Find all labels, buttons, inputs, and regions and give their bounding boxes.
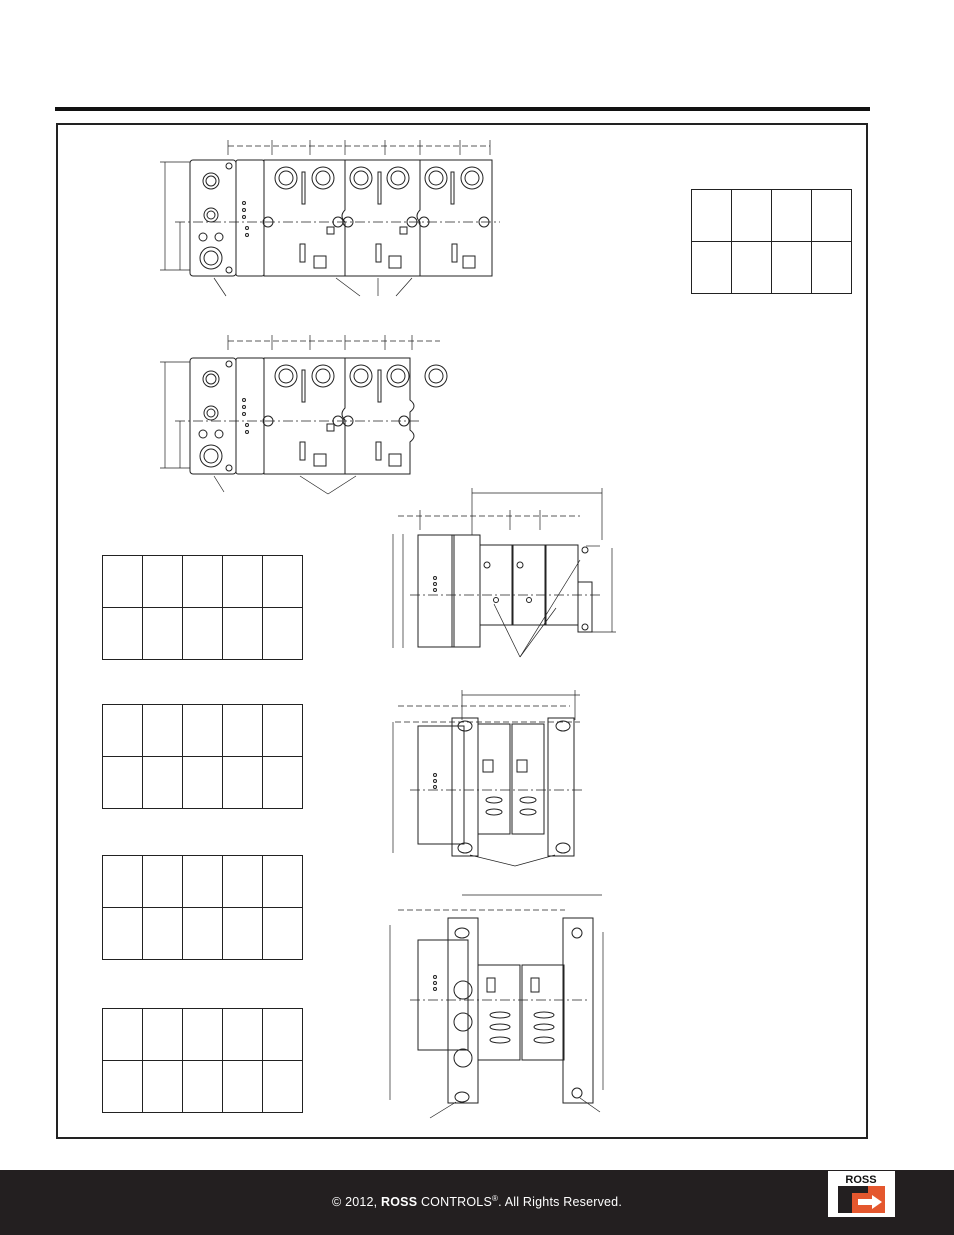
brand-name-bold: ROSS bbox=[381, 1195, 418, 1210]
spec-table-5 bbox=[102, 1008, 303, 1113]
footer-bar bbox=[0, 1170, 954, 1235]
copyright-suffix: . All Rights Reserved. bbox=[498, 1195, 623, 1210]
ross-logo-text: ROSS bbox=[845, 1174, 877, 1186]
side-view-drawing-b bbox=[393, 690, 585, 866]
side-view-drawing-c bbox=[390, 895, 603, 1118]
spec-table-3 bbox=[102, 704, 303, 809]
spec-table-1 bbox=[691, 189, 852, 294]
registered-mark: ® bbox=[492, 1194, 499, 1203]
brand-name-rest: CONTROLS bbox=[417, 1195, 492, 1210]
spec-table-2 bbox=[102, 555, 303, 660]
copyright-notice bbox=[0, 1194, 954, 1209]
manifold-drawing-2 bbox=[160, 335, 447, 494]
ross-logo bbox=[828, 1171, 895, 1217]
spec-table-4 bbox=[102, 855, 303, 960]
side-view-drawing-a bbox=[393, 488, 616, 657]
copyright-prefix: © 2012, bbox=[331, 1195, 382, 1210]
manifold-drawing-1 bbox=[160, 140, 500, 296]
